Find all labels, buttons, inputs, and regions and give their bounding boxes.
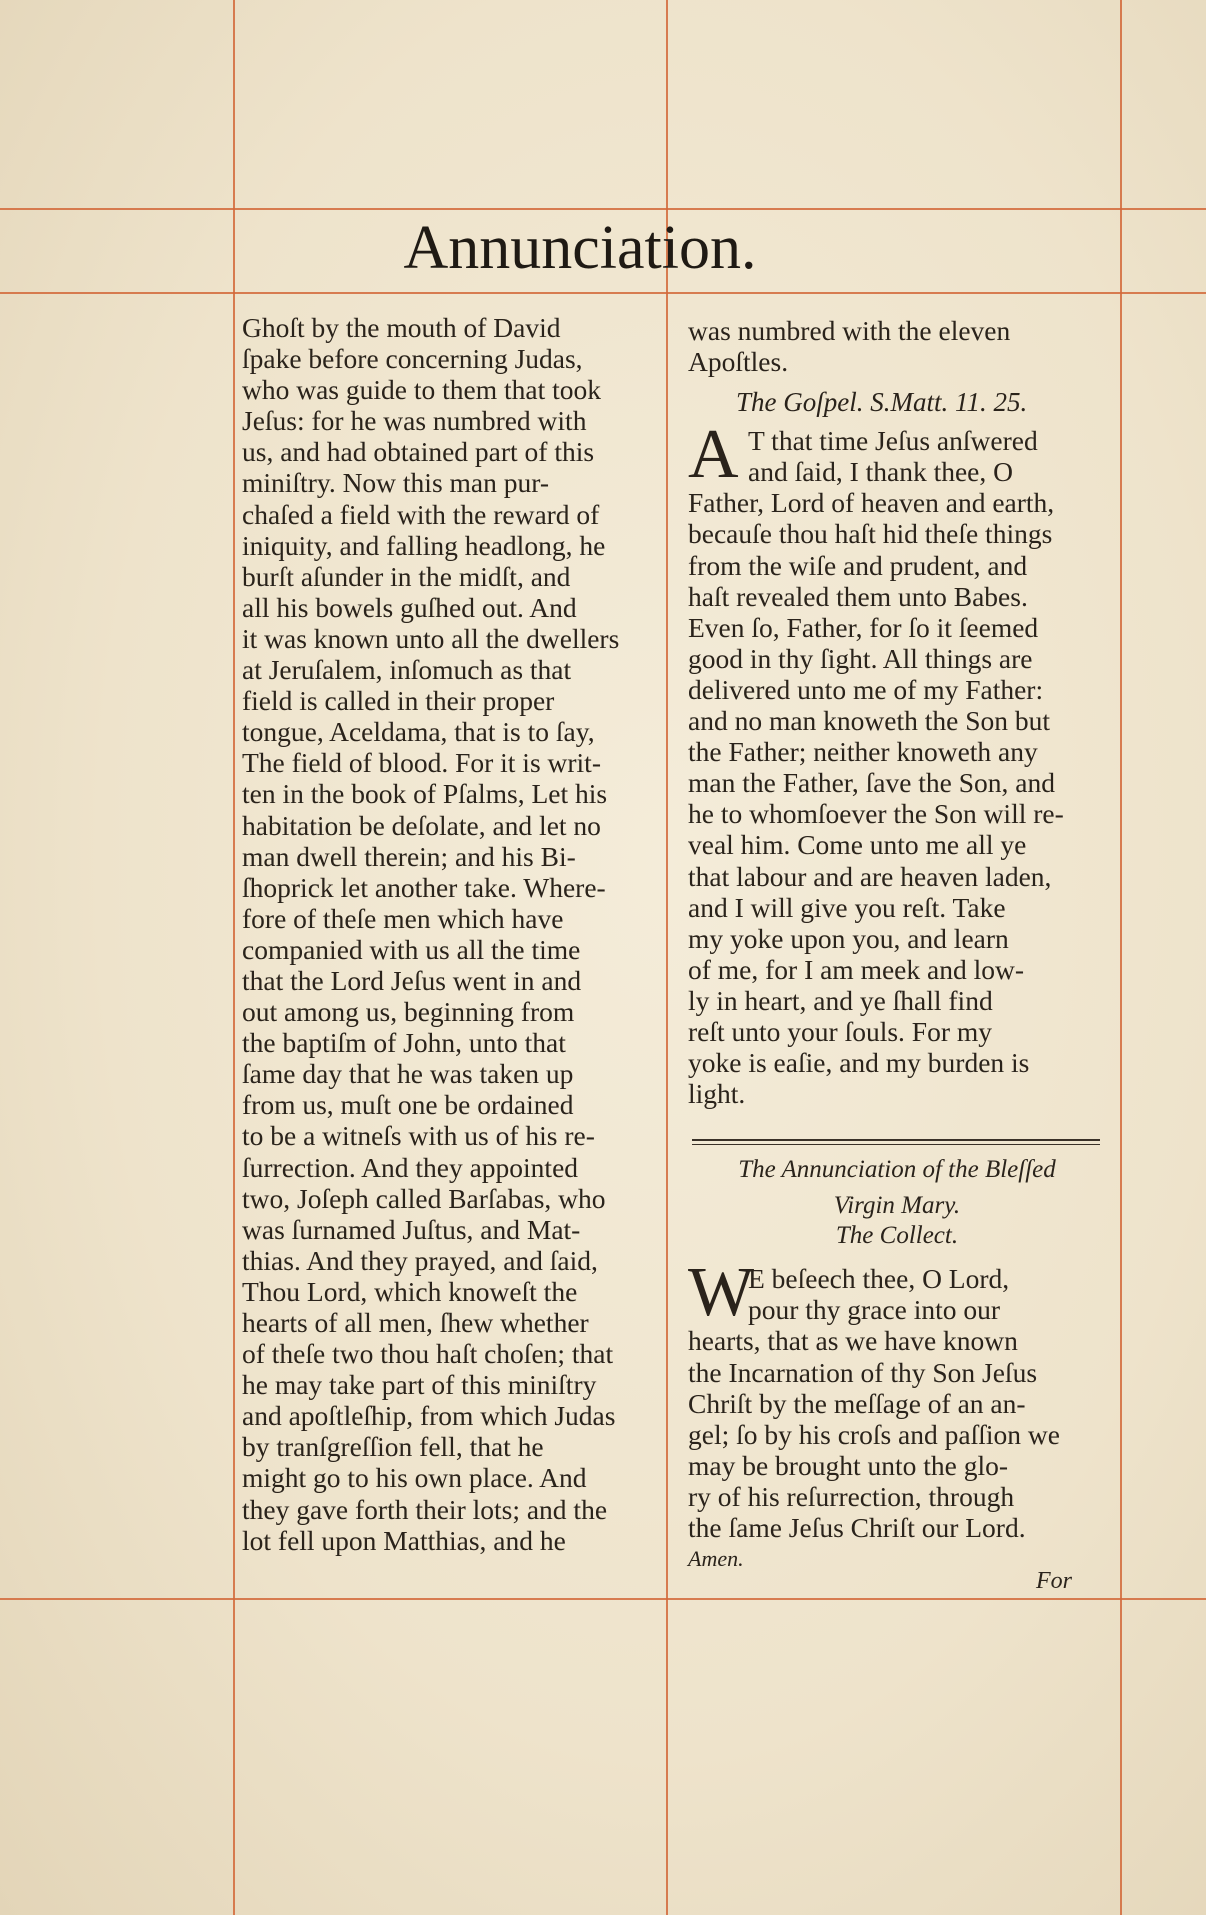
text-line: at Jeruſalem, inſomuch as that xyxy=(242,654,572,686)
text-line: The field of blood. For it is writ- xyxy=(242,747,601,779)
collect-dropcap: W xyxy=(688,1254,755,1332)
text-line: tongue, Aceldama, that is to ſay, xyxy=(242,716,595,748)
text-line: T that time Jeſus anſwered xyxy=(748,425,1038,457)
collect-opening xyxy=(688,1254,1106,1332)
text-line: habitation be deſolate, and let no xyxy=(242,809,601,841)
text-line: may be brought unto the glo- xyxy=(688,1449,1009,1481)
text-line: iniquity, and falling headlong, he xyxy=(242,529,606,561)
text-line: delivered unto me of my Father: xyxy=(688,673,1044,705)
text-line: and apoſtleſhip, from which Judas xyxy=(242,1400,616,1432)
text-line: was numbred with the eleven xyxy=(688,315,1011,346)
text-line: by tranſgreſſion fell, that he xyxy=(242,1431,544,1463)
text-line: he may take part of this miniſtry xyxy=(242,1369,597,1401)
text-line: from the wiſe and prudent, and xyxy=(688,549,1028,581)
page-title: Annunciation. xyxy=(403,214,757,282)
text-line: might go to his own place. And xyxy=(242,1462,587,1494)
text-line: my yoke upon you, and learn xyxy=(688,922,1009,954)
margin-rule-top xyxy=(0,208,1206,210)
text-line: Father, Lord of heaven and earth, xyxy=(688,487,1055,519)
text-line: who was guide to them that took xyxy=(242,374,601,406)
text-line: pour thy grace into our xyxy=(748,1294,1001,1326)
text-line: veal him. Come unto me all ye xyxy=(688,829,1027,861)
text-line: was ſurnamed Juſtus, and Mat- xyxy=(242,1213,581,1245)
text-line: man the Father, ſave the Son, and xyxy=(688,767,1055,799)
text-line: Ghoſt by the mouth of David xyxy=(242,312,561,343)
text-line: fore of theſe men which have xyxy=(242,902,564,934)
text-line: Chriſt by the meſſage of an an- xyxy=(688,1387,1026,1419)
text-line: ten in the book of Pſalms, Let his xyxy=(242,778,608,810)
text-line: the ſame Jeſus Chriſt our Lord. xyxy=(688,1512,1026,1543)
text-line: Jeſus: for he was numbred with xyxy=(242,405,587,437)
text-line: ſpake before concerning Judas, xyxy=(242,343,583,375)
text-line: reſt unto your ſouls. For my xyxy=(688,1015,993,1047)
text-line: miniſtry. Now this man pur- xyxy=(242,467,550,499)
text-line: companied with us all the time xyxy=(242,933,581,965)
text-line: field is called in their proper xyxy=(242,685,555,717)
text-line: ſame day that he was taken up xyxy=(242,1058,574,1090)
collect-heading: The Collect. xyxy=(835,1222,959,1250)
text-line: ſhoprick let another take. Where- xyxy=(242,871,606,903)
text-line: two, Joſeph called Barſabas, who xyxy=(242,1182,606,1214)
text-line: good in thy ſight. All things are xyxy=(688,642,1033,674)
left-column-text xyxy=(242,312,662,1556)
text-line: ry of his reſurrection, through xyxy=(688,1480,1015,1512)
text-line: he to whomſoever the Son will re- xyxy=(688,798,1064,830)
text-line: out among us, beginning from xyxy=(242,996,575,1028)
catchword: For xyxy=(1036,1568,1072,1594)
text-line: and no man knoweth the Son but xyxy=(688,705,1051,737)
text-line: ſurrection. And they appointed xyxy=(242,1151,579,1183)
text-line: light. xyxy=(688,1078,746,1110)
margin-rule-left xyxy=(233,0,235,1915)
feast-title-line: Virgin Mary. xyxy=(833,1192,961,1220)
text-line: chaſed a field with the reward of xyxy=(242,498,600,530)
text-line: Apoſtles. xyxy=(688,346,789,378)
text-line: haſt revealed them unto Babes. xyxy=(688,580,1028,612)
text-line: lot fell upon Matthias, and he xyxy=(242,1524,566,1556)
feast-title-line: The Annunciation of the Bleſſed xyxy=(738,1156,1056,1184)
text-line: yoke is eaſie, and my burden is xyxy=(688,1047,1030,1079)
margin-rule-bottom xyxy=(0,1598,1206,1600)
margin-rule-header xyxy=(0,292,1206,294)
text-line: Thou Lord, which knoweſt the xyxy=(242,1275,578,1307)
text-line: E beſeech thee, O Lord, xyxy=(748,1263,1010,1295)
text-line: that the Lord Jeſus went in and xyxy=(242,964,582,996)
text-line: to be a witneſs with us of his re- xyxy=(242,1120,595,1152)
text-line: and I will give you reſt. Take xyxy=(688,891,1006,923)
text-line: gel; ſo by his croſs and paſſion we xyxy=(688,1418,1060,1450)
text-line: ly in heart, and ye ſhall find xyxy=(688,984,993,1016)
text-line: of me, for I am meek and low- xyxy=(688,953,1024,985)
text-line: man dwell therein; and his Bi- xyxy=(242,840,576,872)
text-line: the Incarnation of thy Son Jeſus xyxy=(688,1356,1038,1388)
gospel-opening xyxy=(688,416,1106,494)
text-line: hearts, that as we have known xyxy=(688,1325,1018,1357)
text-line: burſt aſunder in the midſt, and xyxy=(242,560,571,592)
text-line: of theſe two thou haſt choſen; that xyxy=(242,1338,614,1370)
amen-text: Amen. xyxy=(688,1546,744,1572)
text-line: they gave forth their lots; and the xyxy=(242,1493,608,1525)
section-divider xyxy=(692,1139,1100,1145)
margin-rule-center xyxy=(666,0,668,1915)
text-line: the baptiſm of John, unto that xyxy=(242,1027,566,1059)
text-line: becauſe thou haſt hid theſe things xyxy=(688,518,1053,550)
text-line: and ſaid, I thank thee, O xyxy=(748,456,1013,488)
text-line: it was known unto all the dwellers xyxy=(242,622,620,654)
gospel-heading: The Goſpel. S.Matt. 11. 25. xyxy=(736,387,1028,418)
text-line: all his bowels guſhed out. And xyxy=(242,591,577,623)
text-line: from us, muſt one be ordained xyxy=(242,1089,574,1121)
text-line: Even ſo, Father, for ſo it ſeemed xyxy=(688,611,1039,643)
right-column-text xyxy=(688,315,1106,1574)
margin-rule-right xyxy=(1120,0,1122,1915)
text-line: hearts of all men, ſhew whether xyxy=(242,1307,589,1338)
text-line: thias. And they prayed, and ſaid, xyxy=(242,1244,598,1276)
text-line: us, and had obtained part of this xyxy=(242,436,595,468)
gospel-dropcap: A xyxy=(688,416,739,494)
text-line: the Father; neither knoweth any xyxy=(688,736,1038,768)
text-line: that labour and are heaven laden, xyxy=(688,860,1052,892)
